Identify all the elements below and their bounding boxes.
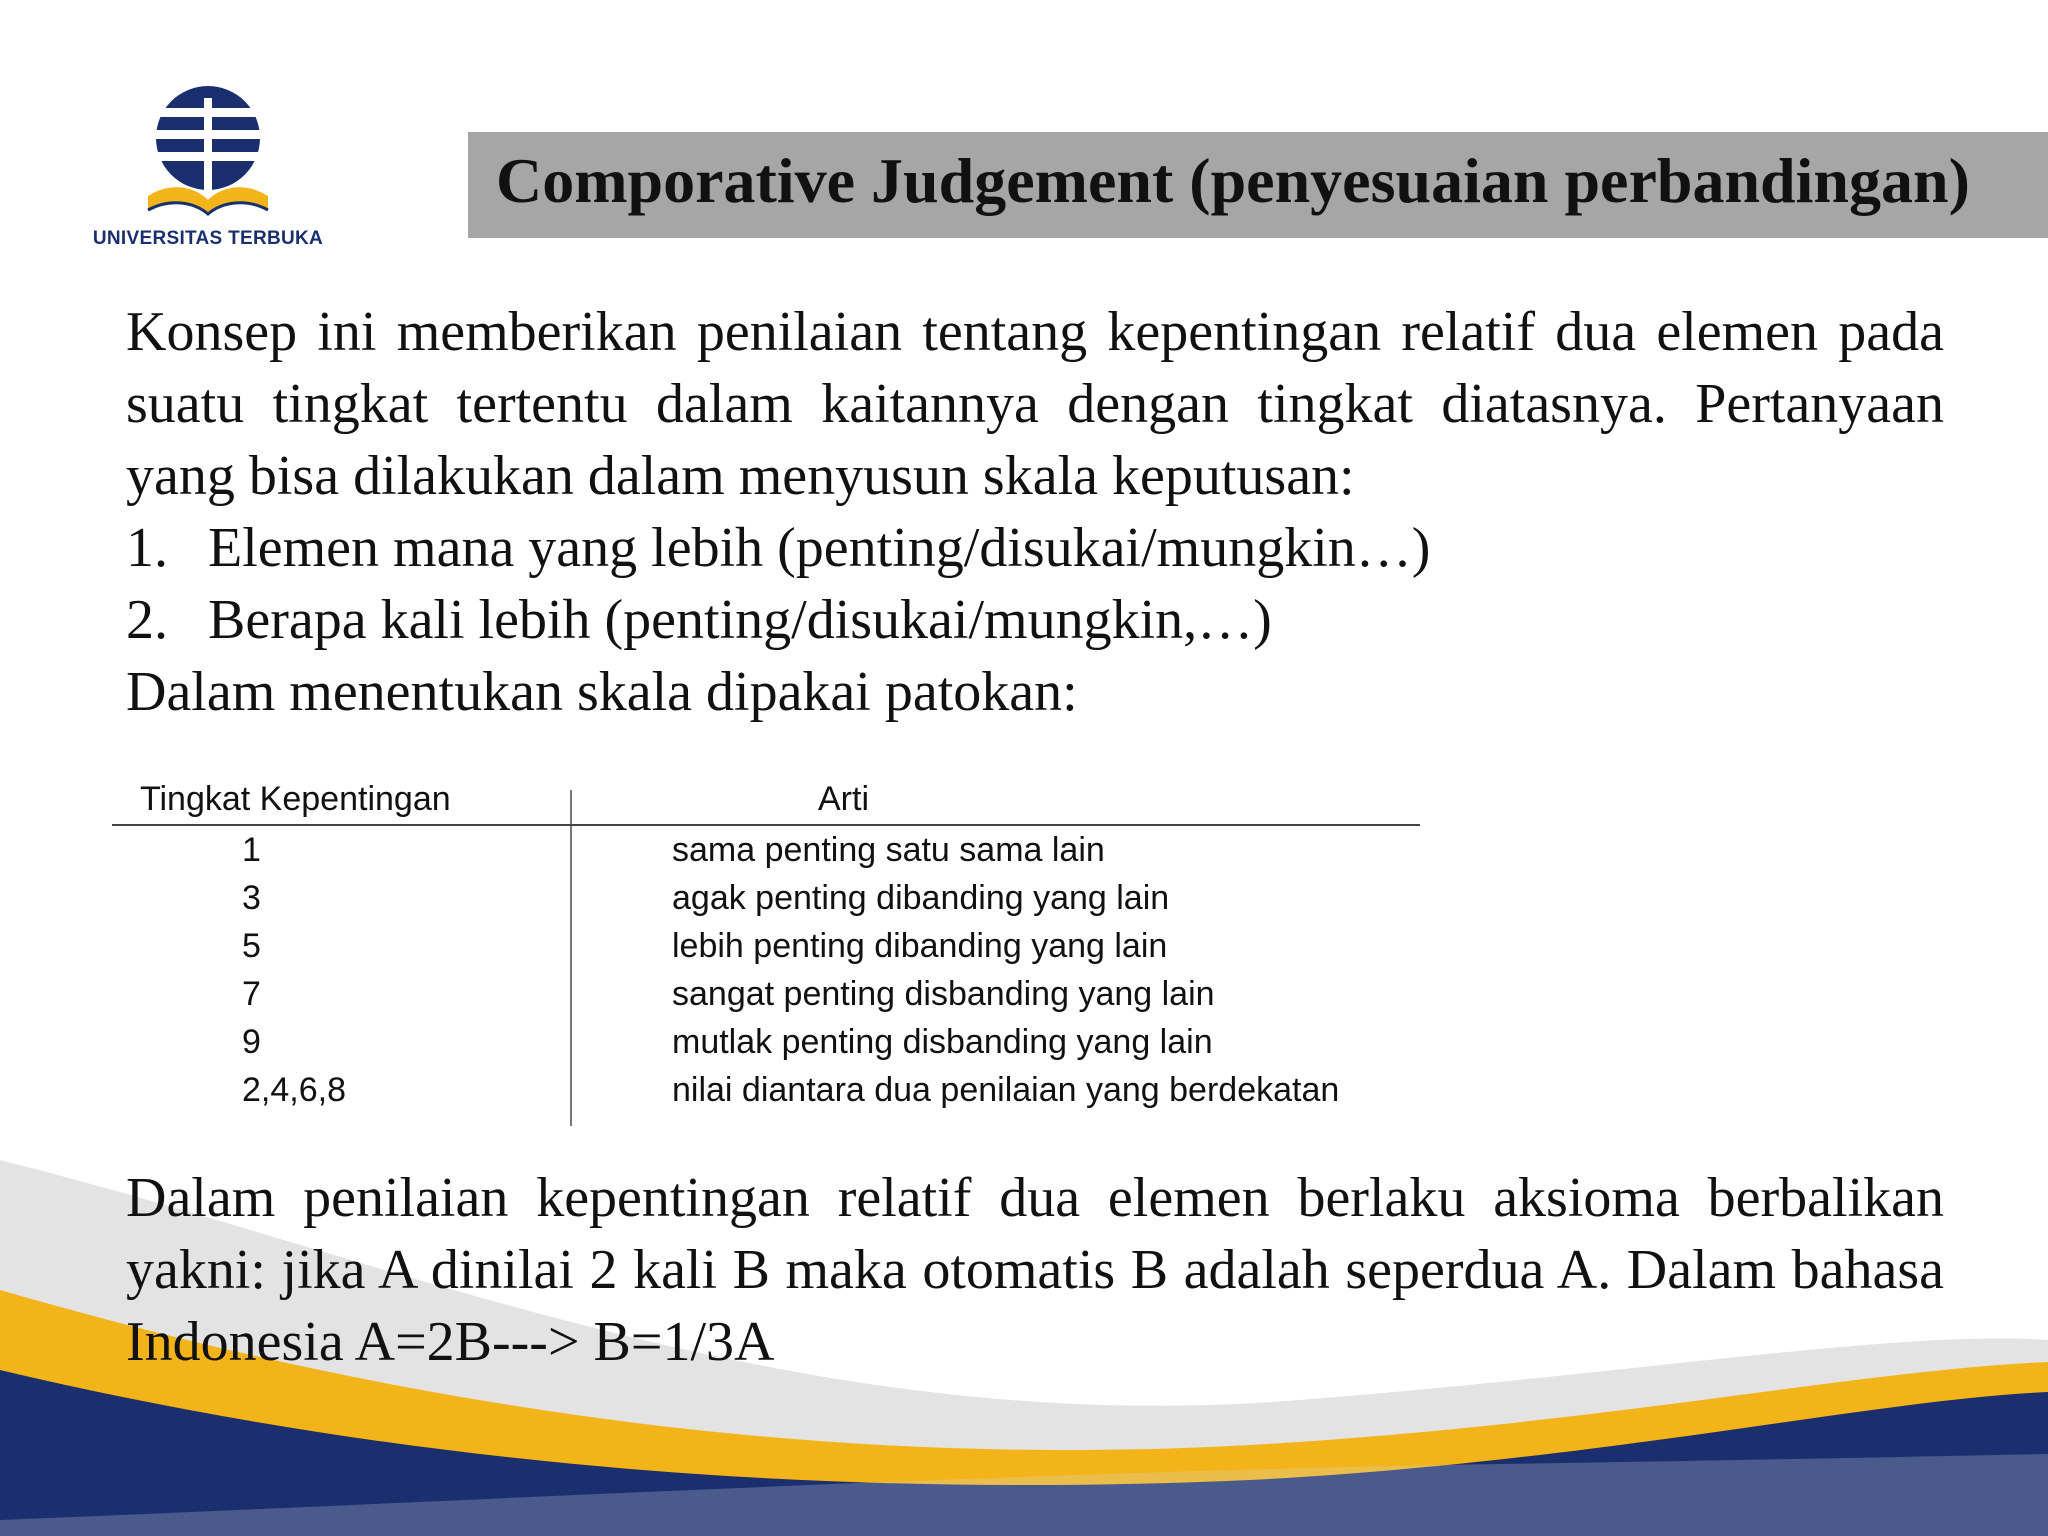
list-number: 1. [126, 517, 168, 579]
cell-meaning: nilai diantara dua penilaian yang berdekatan [672, 1071, 1340, 1109]
scale-table [112, 776, 1420, 1114]
header-importance: Tingkat Kepentingan [140, 780, 451, 818]
intro-paragraph: Konsep ini memberikan penilaian tentang kepentingan relatif dua elemen pada suatu tingkat tertentu dalam kaitannya dengan tingkat diatasnya. Pertanyaan yang bisa dilakukan dalam menyusun skala keputusan: [126, 301, 1944, 507]
header-meaning: Arti [818, 780, 869, 818]
university-logo [88, 78, 328, 258]
question-list [126, 512, 1944, 656]
cell-level: 1 [242, 831, 261, 869]
table-row [112, 1066, 1420, 1114]
scale-intro: Dalam menentukan skala dipakai patokan: [126, 661, 1078, 723]
table-header [112, 776, 1420, 826]
cell-level: 5 [242, 927, 261, 965]
list-number: 2. [126, 589, 168, 651]
universitas-terbuka-emblem-icon [140, 78, 276, 228]
title-bar [468, 132, 2048, 238]
cell-meaning: agak penting dibanding yang lain [672, 879, 1170, 917]
cell-meaning: sama penting satu sama lain [672, 831, 1105, 869]
slide-title: Comporative Judgement (penyesuaian perbandingan) [496, 145, 1970, 216]
list-item [126, 584, 1944, 656]
list-item [126, 512, 1944, 584]
logo-text: UNIVERSITAS TERBUKA [92, 228, 324, 249]
cell-meaning: lebih penting dibanding yang lain [672, 927, 1168, 965]
table-body [112, 826, 1420, 1114]
list-text: Berapa kali lebih (penting/disukai/mungkin,…) [208, 589, 1272, 651]
table-row [112, 826, 1420, 874]
cell-meaning: mutlak penting disbanding yang lain [672, 1023, 1213, 1061]
cell-level: 7 [242, 975, 261, 1013]
table-row [112, 970, 1420, 1018]
table-row [112, 874, 1420, 922]
cell-level: 2,4,6,8 [242, 1071, 346, 1109]
list-text: Elemen mana yang lebih (penting/disukai/mungkin…) [208, 517, 1431, 579]
cell-meaning: sangat penting disbanding yang lain [672, 975, 1215, 1013]
axiom-paragraph: Dalam penilaian kepentingan relatif dua elemen berlaku aksioma berbalikan yakni: jika A dinilai 2 kali B maka otomatis B adalah seperdua A. Dalam bahasa Indonesia A=2B---> B=1/3A [126, 1167, 1944, 1373]
table-row [112, 1018, 1420, 1066]
cell-level: 9 [242, 1023, 261, 1061]
table-row [112, 922, 1420, 970]
cell-level: 3 [242, 879, 261, 917]
